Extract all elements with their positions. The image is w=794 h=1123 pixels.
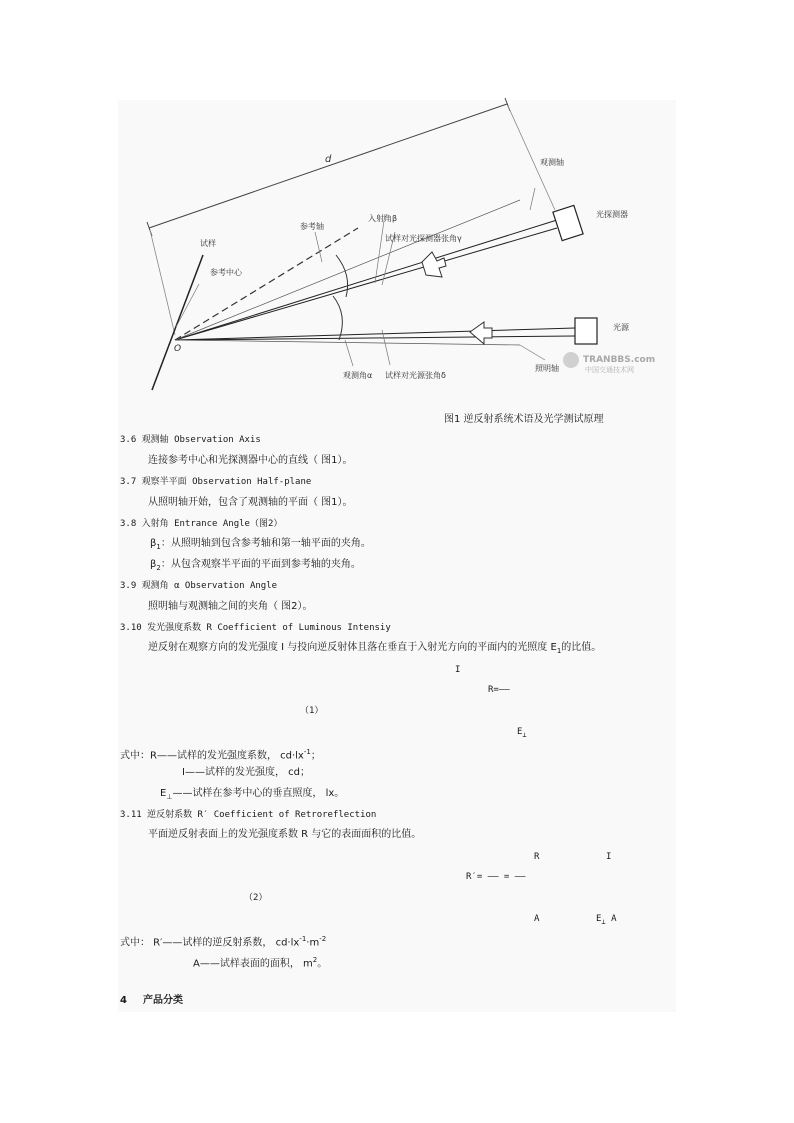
observation-axis-line-2 — [175, 228, 557, 340]
illumination-axis-leader — [520, 345, 545, 360]
s311-heading: 3.11 逆反射系数 R′ Coefficient of Retroreflection — [120, 810, 377, 820]
s37-heading: 3.7 观察半平面 Observation Half-plane — [120, 477, 312, 487]
source-angle-leader — [382, 330, 390, 365]
incidence-angle-leader — [375, 214, 385, 283]
reference-axis-label: 参考轴 — [300, 222, 324, 231]
receiver-box — [553, 205, 583, 240]
source-label: 光源 — [613, 323, 629, 332]
s38-beta1: $\beta_1$：从照明轴到包含参考轴和第一轴平面的夹角。 — [150, 538, 371, 551]
distance-dimension-line — [149, 104, 507, 228]
s39-definition: 照明轴与观测轴之间的夹角（ 图2）。 — [148, 601, 313, 612]
formula2-number: （2） — [244, 893, 268, 903]
formula2-numerator-i: I — [606, 852, 612, 862]
observation-axis-leader — [530, 188, 535, 210]
s311-where-r: 式中： R′——试样的逆反射系数， $cd\cdot lx^{-1}\cdot m^{-2}$ — [120, 935, 327, 949]
incidence-angle-label: 入射角β — [368, 214, 398, 223]
reference-center-label: 参考中心 — [210, 268, 242, 277]
formula1-numerator: I — [455, 665, 461, 675]
s36-definition: 连接参考中心和光探测器中心的直线（ 图1）。 — [148, 455, 353, 466]
observation-axis-line — [175, 220, 557, 340]
reference-axis-leader — [315, 232, 322, 262]
specimen-leader — [176, 284, 199, 327]
extension-line-left — [150, 230, 175, 335]
observation-angle-leader — [345, 340, 353, 366]
formula2-denominator-a: A — [534, 914, 540, 924]
section4-number: 4 — [120, 995, 127, 1006]
observation-angle-arc — [333, 296, 342, 340]
s310-heading: 3.10 发光强度系数 R Coefficient of Luminous Intensiy — [120, 623, 391, 633]
section4-heading — [120, 995, 183, 1007]
retroreflection-diagram — [0, 0, 794, 400]
formula2-equation: R′= —— = —— — [466, 872, 526, 882]
formula2-numerator-r: R — [534, 852, 540, 862]
s37-definition: 从照明轴开始，包含了观测轴的平面（ 图1）。 — [148, 497, 353, 508]
origin-label: O — [174, 344, 182, 354]
observation-axis-label: 观测轴 — [540, 158, 564, 167]
observation-angle-label: 观测角α — [343, 371, 373, 380]
s311-definition: 平面逆反射表面上的发光强度系数 R 与它的表面面积的比值。 — [148, 829, 422, 840]
formula1-denominator: $E_\perp$ — [517, 727, 527, 739]
figure-caption: 图1 逆反射系统术语及光学测试原理 — [444, 414, 604, 425]
s310-where-r: 式中：R——试样的发光强度系数， $cd\cdot lx^{-1}$； — [120, 748, 321, 762]
s311-where-a: A——试样表面的面积， $m^2$。 — [193, 956, 328, 970]
s310-where-e: $E_\perp——$试样在参考中心的垂直照度， lx。 — [160, 788, 345, 801]
source-angle-label: 试样对光源张角δ — [385, 371, 446, 380]
formula1-number: （1） — [300, 706, 324, 716]
watermark-subtext: 中国交通技术网 — [585, 366, 634, 374]
s38-heading: 3.8 入射角 Entrance Angle（图2） — [120, 519, 283, 529]
receiver-angle-label: 试样对光探测器张角γ — [385, 234, 462, 243]
watermark-logo — [563, 352, 579, 368]
distance-label: d — [325, 154, 332, 165]
specimen-plane — [152, 255, 203, 390]
s38-beta2: $\beta_2$：从包含观察半平面的平面到参考轴的夹角。 — [150, 559, 361, 572]
s39-heading: 3.9 观测角 α Observation Angle — [120, 581, 278, 591]
illumination-axis-label: 照明轴 — [535, 364, 559, 373]
source-box — [575, 318, 597, 344]
watermark-text: TRANBBS.com — [583, 355, 656, 365]
s310-where-i: I——试样的发光强度， cd； — [182, 767, 310, 778]
specimen-label: 试样 — [200, 239, 216, 248]
formula2-denominator-ea: $E_\perp$ A — [596, 914, 617, 926]
formula1-equation: R=—— — [488, 685, 510, 695]
source-aperture-line — [175, 340, 520, 345]
incident-light-arrow — [470, 322, 492, 344]
receiver-label: 光探测器 — [596, 210, 628, 219]
s36-heading: 3.6 观测轴 Observation Axis — [120, 435, 261, 445]
section4-title: 产品分类 — [142, 995, 183, 1006]
s310-definition: 逆反射在观察方向的发光强度 I 与投向逆反射体且落在垂直于入射光方向的平面内的光照度 $E_1$的比值。 — [148, 642, 602, 655]
